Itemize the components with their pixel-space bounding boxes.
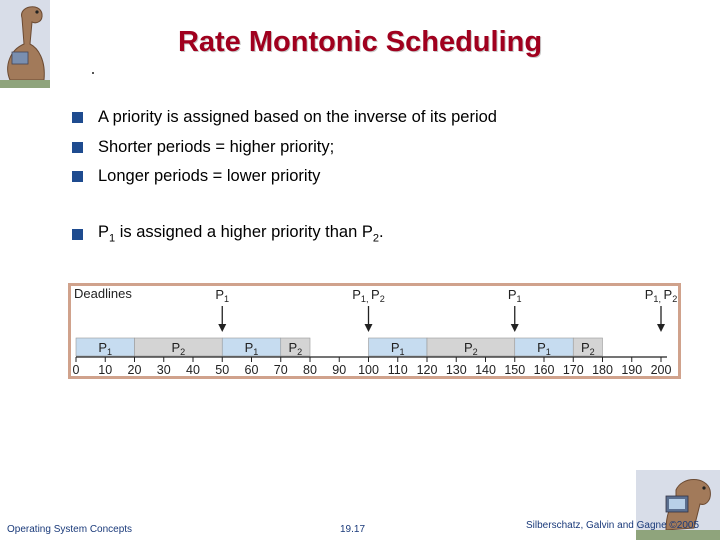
time-tick-label: 170 xyxy=(562,363,584,376)
schedule-block-label: $P_2$ xyxy=(288,340,303,357)
time-tick-label: 120 xyxy=(416,363,438,376)
schedule-block-label: $P_2$ xyxy=(581,340,595,357)
bullet-text: A priority is assigned based on the inverse of its period xyxy=(98,107,497,126)
time-tick-label: 30 xyxy=(156,363,171,376)
time-tick-label: 50 xyxy=(215,363,230,376)
bullet-marker-icon xyxy=(72,171,83,182)
bullet-marker-icon xyxy=(72,142,83,153)
scheduling-timeline xyxy=(68,283,681,379)
time-tick-label: 130 xyxy=(445,363,467,376)
time-tick-label: 10 xyxy=(98,363,113,376)
footer-course-title: Operating System Concepts xyxy=(7,524,133,535)
bullet-text: Longer periods = lower priority xyxy=(98,166,321,185)
time-tick-label: 20 xyxy=(127,363,142,376)
deadline-label: $P_1$ xyxy=(507,287,522,304)
timeline-svg xyxy=(71,286,678,376)
time-tick-label: 40 xyxy=(186,363,200,376)
bullet-marker-icon xyxy=(72,112,83,123)
deadline-label: $P_{1,}$ $P_2$ xyxy=(644,287,678,304)
time-tick-label: 140 xyxy=(475,363,496,376)
deadline-label: $P_1$ xyxy=(215,287,230,304)
time-tick-label: 160 xyxy=(533,363,555,376)
schedule-block-label: $P_1$ xyxy=(244,340,259,357)
slide-title: Rate Montonic Scheduling xyxy=(177,26,543,58)
schedule-block-label: $P_1$ xyxy=(537,340,551,357)
time-tick-label: 0 xyxy=(72,363,80,376)
deadline-arrow-icon xyxy=(657,324,665,332)
bullet-item xyxy=(72,106,497,128)
bullet-text: Shorter periods = higher priority; xyxy=(98,137,335,156)
footer-copyright: Silberschatz, Galvin and Gagne ©2005 xyxy=(526,520,700,531)
schedule-block-label: $P_1$ xyxy=(98,340,113,357)
time-tick-label: 70 xyxy=(273,363,288,376)
bullet-marker-icon xyxy=(72,229,83,240)
deadlines-label: Deadlines xyxy=(74,286,132,301)
bullet-item xyxy=(72,165,320,187)
deadline-arrow-icon xyxy=(511,324,519,332)
time-tick-label: 190 xyxy=(621,363,643,376)
time-tick-label: 80 xyxy=(303,363,317,376)
time-tick-label: 180 xyxy=(592,363,613,376)
deadline-arrow-icon xyxy=(218,324,226,332)
schedule-block-label: $P_2$ xyxy=(464,340,478,357)
bullet-item xyxy=(72,136,334,158)
schedule-block-label: $P_1$ xyxy=(390,340,405,357)
schedule-block-label: $P_2$ xyxy=(171,340,186,357)
time-tick-label: 150 xyxy=(504,363,526,376)
footer-page-number: 19.17 xyxy=(340,524,366,535)
time-tick-label: 100 xyxy=(358,363,379,376)
time-tick-label: 90 xyxy=(332,363,347,376)
time-tick-label: 60 xyxy=(244,363,259,376)
stray-dot xyxy=(92,72,94,74)
bullet-item xyxy=(72,223,384,245)
time-tick-label: 110 xyxy=(387,363,408,376)
time-tick-label: 200 xyxy=(650,363,672,376)
deadline-arrow-icon xyxy=(365,324,373,332)
bullet-text: $P_1$ is assigned a higher priority than $P_2$. xyxy=(98,223,384,245)
deadline-label: $P_{1,}$ $P_2$ xyxy=(352,287,385,304)
